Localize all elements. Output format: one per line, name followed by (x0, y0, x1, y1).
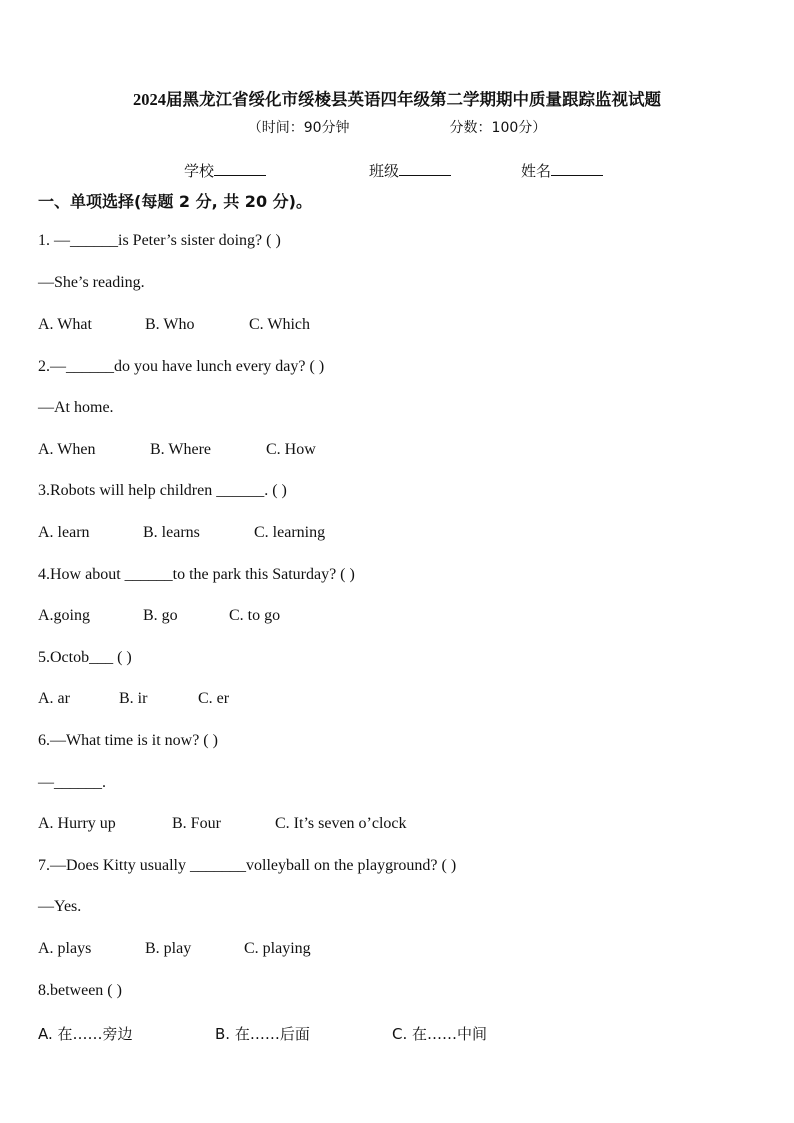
question-1-option-b[interactable]: B. Who (145, 316, 195, 333)
question-7-options (38, 940, 311, 958)
question-2-answer: —At home. (38, 399, 114, 416)
question-1-option-a[interactable]: A. What (38, 316, 92, 333)
question-8-option-a[interactable]: A. 在……旁边 (38, 1025, 133, 1043)
question-3-options (38, 524, 325, 542)
question-4-options (38, 607, 280, 625)
name-field (521, 160, 603, 181)
question-4-option-a[interactable]: A.going (38, 607, 90, 624)
question-5-options (38, 690, 229, 708)
question-1-stem: 1. —______is Peter’s sister doing? ( ) (38, 232, 281, 249)
total-score: 分数：100分） (449, 120, 547, 136)
question-2-option-c[interactable]: C. How (266, 441, 316, 458)
question-6-option-b[interactable]: B. Four (172, 815, 221, 832)
question-2-option-a[interactable]: A. When (38, 441, 96, 458)
question-5-stem: 5.Octob___ ( ) (38, 649, 132, 666)
question-6-option-a[interactable]: A. Hurry up (38, 815, 116, 832)
class-blank[interactable] (399, 161, 451, 176)
question-2-stem: 2.—______do you have lunch every day? ( ) (38, 358, 325, 375)
page-title: 2024届黑龙江省绥化市绥棱县英语四年级第二学期期中质量跟踪监视试题 (133, 90, 661, 109)
question-7-option-b[interactable]: B. play (145, 940, 192, 957)
section-heading: 一、单项选择(每题 2 分, 共 20 分)。 (38, 192, 312, 211)
question-2-options (38, 441, 316, 459)
question-8-option-b[interactable]: B. 在……后面 (215, 1025, 310, 1043)
name-label: 姓名 (521, 162, 552, 180)
question-6-options (38, 815, 407, 833)
question-8-options (38, 1023, 487, 1044)
school-label: 学校 (184, 162, 215, 180)
question-3-stem: 3.Robots will help children ______. ( ) (38, 482, 287, 499)
question-4-stem: 4.How about ______to the park this Saturday? ( ) (38, 566, 355, 583)
question-4-option-c[interactable]: C. to go (229, 607, 281, 624)
exam-meta (0, 117, 794, 137)
class-label: 班级 (369, 162, 400, 180)
question-6-option-c[interactable]: C. It’s seven o’clock (275, 815, 407, 832)
class-field (369, 160, 451, 181)
question-1-option-c[interactable]: C. Which (249, 316, 311, 333)
question-7-option-a[interactable]: A. plays (38, 940, 92, 957)
time-limit: （时间：90分钟 (247, 120, 350, 136)
school-blank[interactable] (214, 161, 266, 176)
question-5-option-a[interactable]: A. ar (38, 690, 70, 707)
question-1-answer: —She’s reading. (38, 274, 145, 291)
question-3-option-a[interactable]: A. learn (38, 524, 90, 541)
question-4-option-b[interactable]: B. go (143, 607, 178, 624)
school-field (184, 160, 266, 181)
question-3-option-c[interactable]: C. learning (254, 524, 326, 541)
question-5-option-c[interactable]: C. er (198, 690, 230, 707)
name-blank[interactable] (551, 161, 603, 176)
question-5-option-b[interactable]: B. ir (119, 690, 148, 707)
question-7-stem: 7.—Does Kitty usually _______volleyball on the playground? ( ) (38, 857, 457, 874)
question-2-option-b[interactable]: B. Where (150, 441, 212, 458)
question-6-stem: 6.—What time is it now? ( ) (38, 732, 218, 749)
question-3-option-b[interactable]: B. learns (143, 524, 200, 541)
question-8-option-c[interactable]: C. 在……中间 (392, 1025, 488, 1043)
question-6-answer: —______. (38, 774, 106, 791)
question-7-option-c[interactable]: C. playing (244, 940, 311, 957)
question-8-stem: 8.between ( ) (38, 982, 122, 999)
question-1-options (38, 316, 310, 334)
question-7-answer: —Yes. (38, 898, 82, 915)
